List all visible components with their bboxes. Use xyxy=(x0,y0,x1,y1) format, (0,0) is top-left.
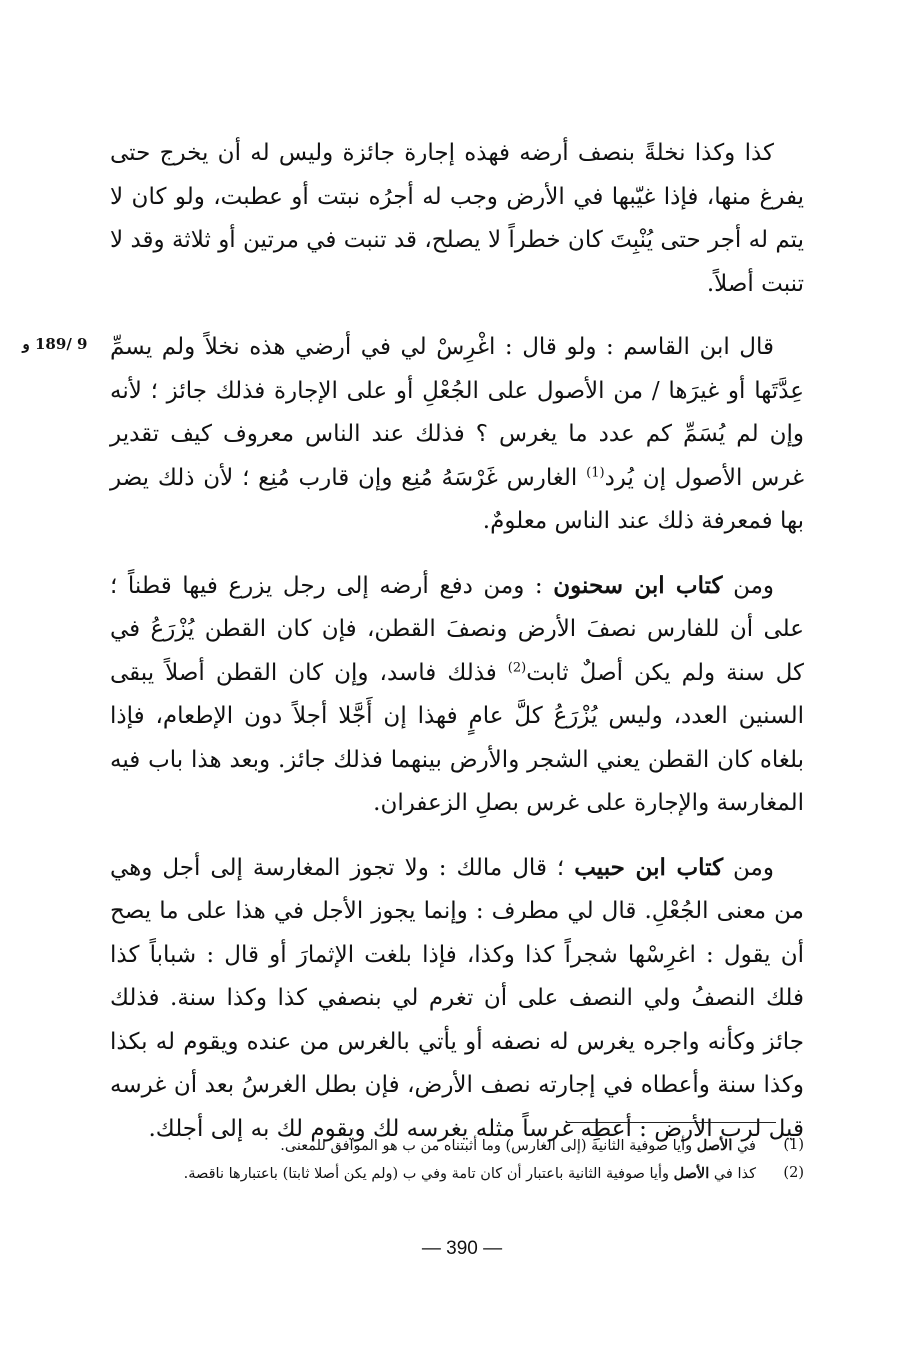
paragraph-text: : ومن دفع أرضه إلى رجل يزرع فيها قطناً ؛ على أن للفارس نصفَ الأرض ونصفَ القطن، فإن كان القطن يُزْرَعُ في كل سنة ولم يكن أصلٌ ثابت xyxy=(110,572,805,686)
footnotes xyxy=(108,1132,804,1188)
paragraph-1 xyxy=(110,132,804,306)
footnote-number: (1) xyxy=(783,1137,804,1153)
source-title: كتاب ابن سحنون xyxy=(553,571,723,599)
source-title: كتاب ابن حبيب xyxy=(574,853,724,881)
paragraph-2 xyxy=(110,326,804,544)
paragraph-text: الغارس غَرْسَهُ مُنِع وإن قارب مُنِع ؛ لأن ذلك يضر بها فمعرفة ذلك عند الناس معلومٌ. xyxy=(110,464,804,534)
paragraph-lead: ومن xyxy=(722,572,775,599)
footnote-text: كذا في الأصل وأيا صوفية الثانية باعتبار أن كان تامة وفي ب (ولم يكن أصلا ثابتا) باعتبارها ناقصة. xyxy=(183,1165,756,1182)
paragraph-text: ؛ قال مالك : ولا تجوز المغارسة إلى أجل وهي من معنى الجُعْلِ. قال لي مطرف : وإنما يجوز الأجل في هذا على ما يصح أن يقول : اغرِسْها شجراً كذا وكذا، فإذا بلغت الإثمارَ أو قال : شباباً كذا فلك النصفُ ولي النصف على أن تغرم لي بنصفي كذا وكذا سنة. فذلك جائز وكأنه واجره يغرس له نصفه أو يأتي بالغرس من عنده ويقوم له بكذا وكذا سنة وأعطاه في إجارته نصف الأرض، فإن بطل الغرسُ بعد أن غرسه قيل لرب الأرض : أعطِه غرساً مثله يغرسه لك ويقوم لك به إلى أجلك. xyxy=(110,854,804,1142)
paragraph-text: قال ابن القاسم : ولو قال : اغْرِسْ لي في أرضي هذه نخلاً ولم يسمِّ عِدَّتَها أو غيرَها / من الأصول على الجُعْلِ أو على الإجارة فذلك جائز ؛ لأنه وإن لم يُسَمِّ كم عدد ما يغرس ؟ فذلك عند الناس معروف كيف تقدير غرس الأصول إن يُرد xyxy=(110,334,804,491)
footnote-ref-1[interactable]: (1) xyxy=(586,464,605,480)
footnote-number: (2) xyxy=(783,1165,804,1181)
paragraph-3 xyxy=(110,564,804,826)
paragraph-text: كذا وكذا نخلةً بنصف أرضه فهذه إجارة جائزة وليس له أن يخرج حتى يفرغ منها، فإذا غيّبها في الأرض وجب له أجرُه نبتت أو عطبت، ولو كان لا يتم له أجر حتى يُنْبِتَ كان خطراً لا يصلح، قد تنبت في مرتين أو ثلاثة وقد لا تنبت أصلاً. xyxy=(110,140,804,297)
paragraph-text: فذلك فاسد، وإن كان القطن أصلاً يبقى السنين العدد، وليس يُزْرَعُ كلَّ عامٍ فهذا إن أَجَّلا أجلاً دون الإطعام، فإذا بلغاه كان القطن يعني الشجر والأرض بينهما فذلك جائز. وبعد هذا باب فيه المغارسة والإجارة على غرس بصلِ الزعفران. xyxy=(110,659,804,816)
page-number: — 390 — xyxy=(421,1238,503,1259)
main-text xyxy=(110,132,804,1151)
footnote-1 xyxy=(108,1132,804,1160)
margin-folio-note: 9 /189 و xyxy=(22,335,88,353)
footnote-divider xyxy=(566,1122,776,1123)
paragraph-lead: ومن xyxy=(723,854,774,881)
footnote-2 xyxy=(108,1160,804,1188)
footnote-text: في الأصل وأيا صوفية الثانية (إلى الغارس) وما أثبتناه من ب هو الموافق للمعنى. xyxy=(280,1137,756,1154)
paragraph-4 xyxy=(110,846,804,1152)
footnote-ref-2[interactable]: (2) xyxy=(507,659,527,675)
